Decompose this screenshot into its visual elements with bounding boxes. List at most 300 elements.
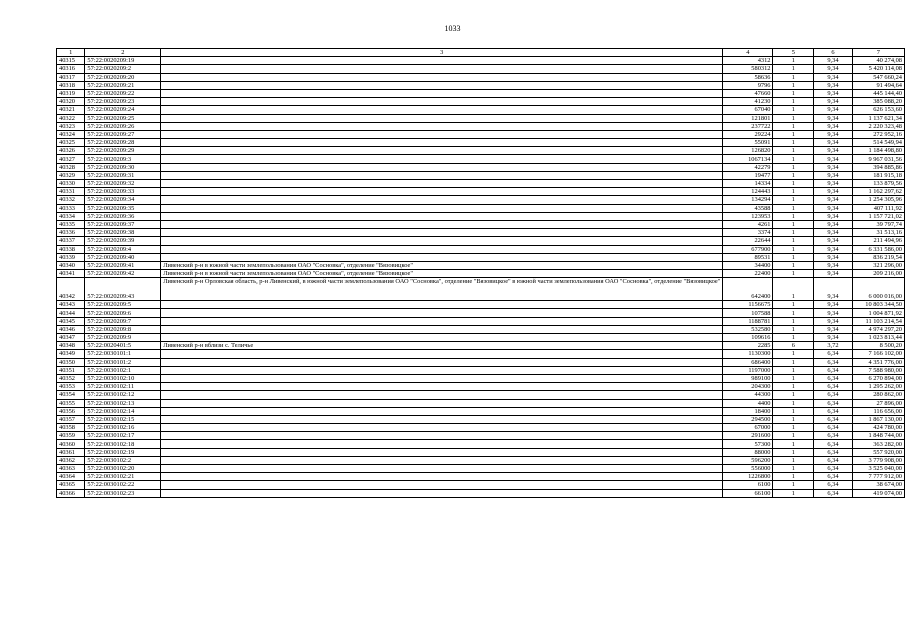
count-cell: 1 [773, 448, 814, 456]
rate-cell: 9,34 [814, 245, 852, 253]
cadastral-number-cell: 57:22:0020209:30 [85, 163, 161, 171]
value-cell: 385 088,20 [852, 98, 904, 106]
area-cell: 67000 [723, 424, 773, 432]
cadastral-number-cell: 57:22:0020209:34 [85, 196, 161, 204]
value-cell: 11 103 214,54 [852, 317, 904, 325]
table-row [57, 261, 905, 269]
value-cell: 1 254 305,96 [852, 196, 904, 204]
area-cell: 9796 [723, 81, 773, 89]
row-number-cell: 40339 [57, 253, 85, 261]
rate-cell: 9,34 [814, 253, 852, 261]
address-cell: Ливенский р-н вблизи с. Теличье [161, 342, 723, 350]
table-row [57, 212, 905, 220]
rate-cell: 6,34 [814, 440, 852, 448]
count-cell: 1 [773, 81, 814, 89]
rate-cell: 9,34 [814, 270, 852, 278]
rate-cell: 6,34 [814, 358, 852, 366]
area-cell: 2285 [723, 342, 773, 350]
cadastral-number-cell: 57:22:0030102:23 [85, 489, 161, 497]
count-cell: 1 [773, 465, 814, 473]
row-number-cell: 40359 [57, 432, 85, 440]
count-cell: 1 [773, 245, 814, 253]
rate-cell: 6,34 [814, 473, 852, 481]
table-row [57, 253, 905, 261]
value-cell: 6 331 586,00 [852, 245, 904, 253]
rate-cell: 9,34 [814, 130, 852, 138]
row-number-cell: 40349 [57, 350, 85, 358]
value-cell: 181 915,18 [852, 171, 904, 179]
address-cell: Ливенский р-н Орловская область, р-н Ливенский, в южной части землепользования ОАО "Сосновка", отделение "Вязовицкое" в южной части землепользования ОАО "Сосновка", отделение "Вязовицкое" [161, 278, 723, 301]
value-cell: 363 282,00 [852, 440, 904, 448]
row-number-cell: 40316 [57, 65, 85, 73]
area-cell: 34400 [723, 261, 773, 269]
rate-cell: 6,34 [814, 432, 852, 440]
row-number-cell: 40361 [57, 448, 85, 456]
count-cell: 1 [773, 253, 814, 261]
table-row [57, 171, 905, 179]
area-cell: 22400 [723, 270, 773, 278]
value-cell: 626 153,60 [852, 106, 904, 114]
cadastral-number-cell: 57:22:0020209:31 [85, 171, 161, 179]
rate-cell: 9,34 [814, 57, 852, 65]
row-number-cell: 40327 [57, 155, 85, 163]
address-cell [161, 465, 723, 473]
area-cell: 121801 [723, 114, 773, 122]
count-cell: 1 [773, 229, 814, 237]
row-number-cell: 40363 [57, 465, 85, 473]
column-header-2: 2 [85, 49, 161, 57]
address-cell [161, 325, 723, 333]
rate-cell: 9,34 [814, 204, 852, 212]
address-cell: Ливенский р-н в южной части землепользования ОАО "Сосновка", отделение "Вязовицкое" [161, 261, 723, 269]
area-cell: 55091 [723, 139, 773, 147]
table-row [57, 73, 905, 81]
rate-cell: 9,34 [814, 73, 852, 81]
row-number-cell: 40350 [57, 358, 85, 366]
table-row [57, 196, 905, 204]
area-cell: 237722 [723, 122, 773, 130]
table-row [57, 317, 905, 325]
cadastral-number-cell: 57:22:0020209:20 [85, 73, 161, 81]
value-cell: 27 896,00 [852, 399, 904, 407]
table-row [57, 456, 905, 464]
cadastral-number-cell: 57:22:0020209:29 [85, 147, 161, 155]
address-cell [161, 106, 723, 114]
rate-cell: 9,34 [814, 139, 852, 147]
address-cell [161, 448, 723, 456]
cadastral-number-cell: 57:22:0030102:18 [85, 440, 161, 448]
count-cell: 1 [773, 366, 814, 374]
value-cell: 272 952,16 [852, 130, 904, 138]
cadastral-number-cell: 57:22:0020209:23 [85, 98, 161, 106]
area-cell: 1067134 [723, 155, 773, 163]
value-cell: 91 494,64 [852, 81, 904, 89]
value-cell: 6 000 016,00 [852, 278, 904, 301]
count-cell: 1 [773, 122, 814, 130]
rate-cell: 9,34 [814, 278, 852, 301]
count-cell: 1 [773, 309, 814, 317]
value-cell: 3 525 040,00 [852, 465, 904, 473]
rate-cell: 9,34 [814, 220, 852, 228]
row-number-cell: 40365 [57, 481, 85, 489]
area-cell: 29224 [723, 130, 773, 138]
address-cell [161, 424, 723, 432]
table-row [57, 245, 905, 253]
value-cell: 1 295 262,00 [852, 383, 904, 391]
table-row [57, 374, 905, 382]
value-cell: 1 004 871,92 [852, 309, 904, 317]
rate-cell: 9,34 [814, 212, 852, 220]
cadastral-number-cell: 57:22:0030102:22 [85, 481, 161, 489]
area-cell: 291600 [723, 432, 773, 440]
value-cell: 116 656,00 [852, 407, 904, 415]
value-cell: 7 588 980,00 [852, 366, 904, 374]
rate-cell: 6,34 [814, 407, 852, 415]
address-cell [161, 196, 723, 204]
address-cell [161, 399, 723, 407]
row-number-cell: 40324 [57, 130, 85, 138]
cadastral-number-cell: 57:22:0020209:41 [85, 261, 161, 269]
table-row [57, 366, 905, 374]
table-row [57, 237, 905, 245]
column-header-1: 1 [57, 49, 85, 57]
value-cell: 557 920,00 [852, 448, 904, 456]
area-cell: 1226800 [723, 473, 773, 481]
row-number-cell: 40338 [57, 245, 85, 253]
rate-cell: 9,34 [814, 196, 852, 204]
row-number-cell: 40360 [57, 440, 85, 448]
rate-cell: 6,34 [814, 424, 852, 432]
cadastral-number-cell: 57:22:0020209:36 [85, 212, 161, 220]
address-cell [161, 253, 723, 261]
address-cell [161, 57, 723, 65]
address-cell [161, 245, 723, 253]
table-row [57, 342, 905, 350]
count-cell: 1 [773, 171, 814, 179]
count-cell: 1 [773, 89, 814, 97]
count-cell: 1 [773, 139, 814, 147]
column-header-4: 4 [723, 49, 773, 57]
rate-cell: 9,34 [814, 81, 852, 89]
cadastral-number-cell: 57:22:0020209:8 [85, 325, 161, 333]
rate-cell: 6,34 [814, 366, 852, 374]
address-cell [161, 155, 723, 163]
count-cell: 1 [773, 334, 814, 342]
count-cell: 1 [773, 407, 814, 415]
address-cell [161, 229, 723, 237]
table-row [57, 106, 905, 114]
row-number-cell: 40323 [57, 122, 85, 130]
value-cell: 280 862,00 [852, 391, 904, 399]
area-cell: 4400 [723, 399, 773, 407]
area-cell: 43588 [723, 204, 773, 212]
count-cell: 1 [773, 180, 814, 188]
rate-cell: 6,34 [814, 456, 852, 464]
count-cell: 1 [773, 317, 814, 325]
cadastral-register-table [56, 48, 905, 498]
cadastral-number-cell: 57:22:0020209:39 [85, 237, 161, 245]
rate-cell: 9,34 [814, 147, 852, 155]
rate-cell: 6,34 [814, 481, 852, 489]
area-cell: 67040 [723, 106, 773, 114]
table-row [57, 278, 905, 301]
row-number-cell: 40340 [57, 261, 85, 269]
row-number-cell: 40356 [57, 407, 85, 415]
value-cell: 4 974 297,20 [852, 325, 904, 333]
value-cell: 8 500,20 [852, 342, 904, 350]
value-cell: 1 184 498,80 [852, 147, 904, 155]
row-number-cell: 40319 [57, 89, 85, 97]
area-cell: 642400 [723, 278, 773, 301]
table-row [57, 89, 905, 97]
cadastral-number-cell: 57:22:0030101:1 [85, 350, 161, 358]
value-cell: 547 660,24 [852, 73, 904, 81]
rate-cell: 9,34 [814, 65, 852, 73]
address-cell [161, 481, 723, 489]
cadastral-number-cell: 57:22:0020209:38 [85, 229, 161, 237]
value-cell: 394 885,86 [852, 163, 904, 171]
rate-cell: 9,34 [814, 106, 852, 114]
area-cell: 89531 [723, 253, 773, 261]
rate-cell: 9,34 [814, 229, 852, 237]
table-row [57, 465, 905, 473]
area-cell: 88000 [723, 448, 773, 456]
value-cell: 419 074,00 [852, 489, 904, 497]
row-number-cell: 40366 [57, 489, 85, 497]
address-cell [161, 163, 723, 171]
table-row [57, 358, 905, 366]
count-cell: 1 [773, 278, 814, 301]
table-row [57, 114, 905, 122]
table-row [57, 122, 905, 130]
count-cell: 1 [773, 114, 814, 122]
count-cell: 1 [773, 350, 814, 358]
row-number-cell: 40353 [57, 383, 85, 391]
rate-cell: 9,34 [814, 122, 852, 130]
count-cell: 1 [773, 383, 814, 391]
count-cell: 1 [773, 237, 814, 245]
value-cell: 40 274,08 [852, 57, 904, 65]
value-cell: 1 023 813,44 [852, 334, 904, 342]
area-cell: 1188781 [723, 317, 773, 325]
row-number-cell: 40345 [57, 317, 85, 325]
count-cell: 1 [773, 212, 814, 220]
cadastral-number-cell: 57:22:0030102:10 [85, 374, 161, 382]
table-row [57, 180, 905, 188]
rate-cell: 6,34 [814, 374, 852, 382]
area-cell: 677900 [723, 245, 773, 253]
rate-cell: 9,34 [814, 114, 852, 122]
value-cell: 211 494,96 [852, 237, 904, 245]
cadastral-number-cell: 57:22:0030102:20 [85, 465, 161, 473]
table-row [57, 57, 905, 65]
value-cell: 1 157 721,02 [852, 212, 904, 220]
address-cell [161, 489, 723, 497]
row-number-cell: 40333 [57, 204, 85, 212]
count-cell: 1 [773, 196, 814, 204]
value-cell: 7 777 912,00 [852, 473, 904, 481]
value-cell: 4 351 776,00 [852, 358, 904, 366]
cadastral-number-cell: 57:22:0030102:13 [85, 399, 161, 407]
row-number-cell: 40315 [57, 57, 85, 65]
area-cell: 4261 [723, 220, 773, 228]
table-row [57, 229, 905, 237]
table-row [57, 383, 905, 391]
value-cell: 2 220 323,48 [852, 122, 904, 130]
row-number-cell: 40334 [57, 212, 85, 220]
count-cell: 1 [773, 106, 814, 114]
row-number-cell: 40357 [57, 415, 85, 423]
row-number-cell: 40342 [57, 278, 85, 301]
count-cell: 1 [773, 130, 814, 138]
value-cell: 445 144,40 [852, 89, 904, 97]
area-cell: 109616 [723, 334, 773, 342]
rate-cell: 9,34 [814, 171, 852, 179]
count-cell: 1 [773, 432, 814, 440]
rate-cell: 9,34 [814, 309, 852, 317]
count-cell: 1 [773, 391, 814, 399]
count-cell: 1 [773, 374, 814, 382]
cadastral-number-cell: 57:22:0020209:3 [85, 155, 161, 163]
address-cell [161, 98, 723, 106]
address-cell [161, 432, 723, 440]
table-row [57, 424, 905, 432]
count-cell: 1 [773, 57, 814, 65]
area-cell: 19477 [723, 171, 773, 179]
address-cell [161, 391, 723, 399]
rate-cell: 9,34 [814, 163, 852, 171]
rate-cell: 9,34 [814, 334, 852, 342]
table-row [57, 334, 905, 342]
rate-cell: 9,34 [814, 155, 852, 163]
area-cell: 66100 [723, 489, 773, 497]
column-number-header-row [57, 49, 905, 57]
address-cell [161, 383, 723, 391]
column-header-6: 6 [814, 49, 852, 57]
area-cell: 107588 [723, 309, 773, 317]
address-cell [161, 350, 723, 358]
row-number-cell: 40348 [57, 342, 85, 350]
rate-cell: 6,34 [814, 415, 852, 423]
value-cell: 6 270 894,00 [852, 374, 904, 382]
row-number-cell: 40337 [57, 237, 85, 245]
row-number-cell: 40325 [57, 139, 85, 147]
row-number-cell: 40358 [57, 424, 85, 432]
count-cell: 1 [773, 440, 814, 448]
address-cell [161, 301, 723, 309]
row-number-cell: 40362 [57, 456, 85, 464]
cadastral-number-cell: 57:22:0030102:11 [85, 383, 161, 391]
cadastral-number-cell: 57:22:0030102:2 [85, 456, 161, 464]
cadastral-number-cell: 57:22:0020209:28 [85, 139, 161, 147]
address-cell [161, 317, 723, 325]
count-cell: 1 [773, 481, 814, 489]
address-cell [161, 114, 723, 122]
rate-cell: 6,34 [814, 350, 852, 358]
count-cell: 1 [773, 188, 814, 196]
address-cell [161, 81, 723, 89]
count-cell: 1 [773, 220, 814, 228]
row-number-cell: 40346 [57, 325, 85, 333]
rate-cell: 3,72 [814, 342, 852, 350]
table-row [57, 489, 905, 497]
count-cell: 1 [773, 325, 814, 333]
area-cell: 124443 [723, 188, 773, 196]
rate-cell: 9,34 [814, 261, 852, 269]
row-number-cell: 40355 [57, 399, 85, 407]
row-number-cell: 40351 [57, 366, 85, 374]
table-row [57, 473, 905, 481]
area-cell: 532580 [723, 325, 773, 333]
address-cell [161, 130, 723, 138]
count-cell: 1 [773, 270, 814, 278]
area-cell: 686400 [723, 358, 773, 366]
cadastral-number-cell: 57:22:0020209:33 [85, 188, 161, 196]
count-cell: 1 [773, 147, 814, 155]
column-header-7: 7 [852, 49, 904, 57]
table-row [57, 147, 905, 155]
area-cell: 1197000 [723, 366, 773, 374]
cadastral-number-cell: 57:22:0020209:4 [85, 245, 161, 253]
rate-cell: 9,34 [814, 89, 852, 97]
table-row [57, 350, 905, 358]
cadastral-number-cell: 57:22:0020209:35 [85, 204, 161, 212]
address-cell [161, 147, 723, 155]
cadastral-number-cell: 57:22:0020209:6 [85, 309, 161, 317]
area-cell: 1130300 [723, 350, 773, 358]
cadastral-number-cell: 57:22:0020209:40 [85, 253, 161, 261]
area-cell: 18400 [723, 407, 773, 415]
table-row [57, 481, 905, 489]
value-cell: 209 216,00 [852, 270, 904, 278]
address-cell [161, 204, 723, 212]
area-cell: 44300 [723, 391, 773, 399]
cadastral-number-cell: 57:22:0030102:21 [85, 473, 161, 481]
count-cell: 1 [773, 73, 814, 81]
table-row [57, 309, 905, 317]
row-number-cell: 40354 [57, 391, 85, 399]
value-cell: 38 674,00 [852, 481, 904, 489]
table-row [57, 188, 905, 196]
count-cell: 1 [773, 163, 814, 171]
area-cell: 556000 [723, 465, 773, 473]
value-cell: 1 848 744,00 [852, 432, 904, 440]
cadastral-number-cell: 57:22:0020209:37 [85, 220, 161, 228]
count-cell: 1 [773, 489, 814, 497]
row-number-cell: 40317 [57, 73, 85, 81]
cadastral-number-cell: 57:22:0020209:43 [85, 278, 161, 301]
row-number-cell: 40335 [57, 220, 85, 228]
table-row [57, 81, 905, 89]
count-cell: 1 [773, 204, 814, 212]
table-row [57, 399, 905, 407]
cadastral-number-cell: 57:22:0030102:17 [85, 432, 161, 440]
area-cell: 41230 [723, 98, 773, 106]
count-cell: 1 [773, 415, 814, 423]
rate-cell: 9,34 [814, 301, 852, 309]
count-cell: 1 [773, 473, 814, 481]
address-cell [161, 358, 723, 366]
table-row [57, 139, 905, 147]
table-row [57, 130, 905, 138]
row-number-cell: 40344 [57, 309, 85, 317]
address-cell [161, 122, 723, 130]
rate-cell: 9,34 [814, 325, 852, 333]
table-row [57, 65, 905, 73]
address-cell [161, 415, 723, 423]
rate-cell: 9,34 [814, 317, 852, 325]
address-cell [161, 188, 723, 196]
